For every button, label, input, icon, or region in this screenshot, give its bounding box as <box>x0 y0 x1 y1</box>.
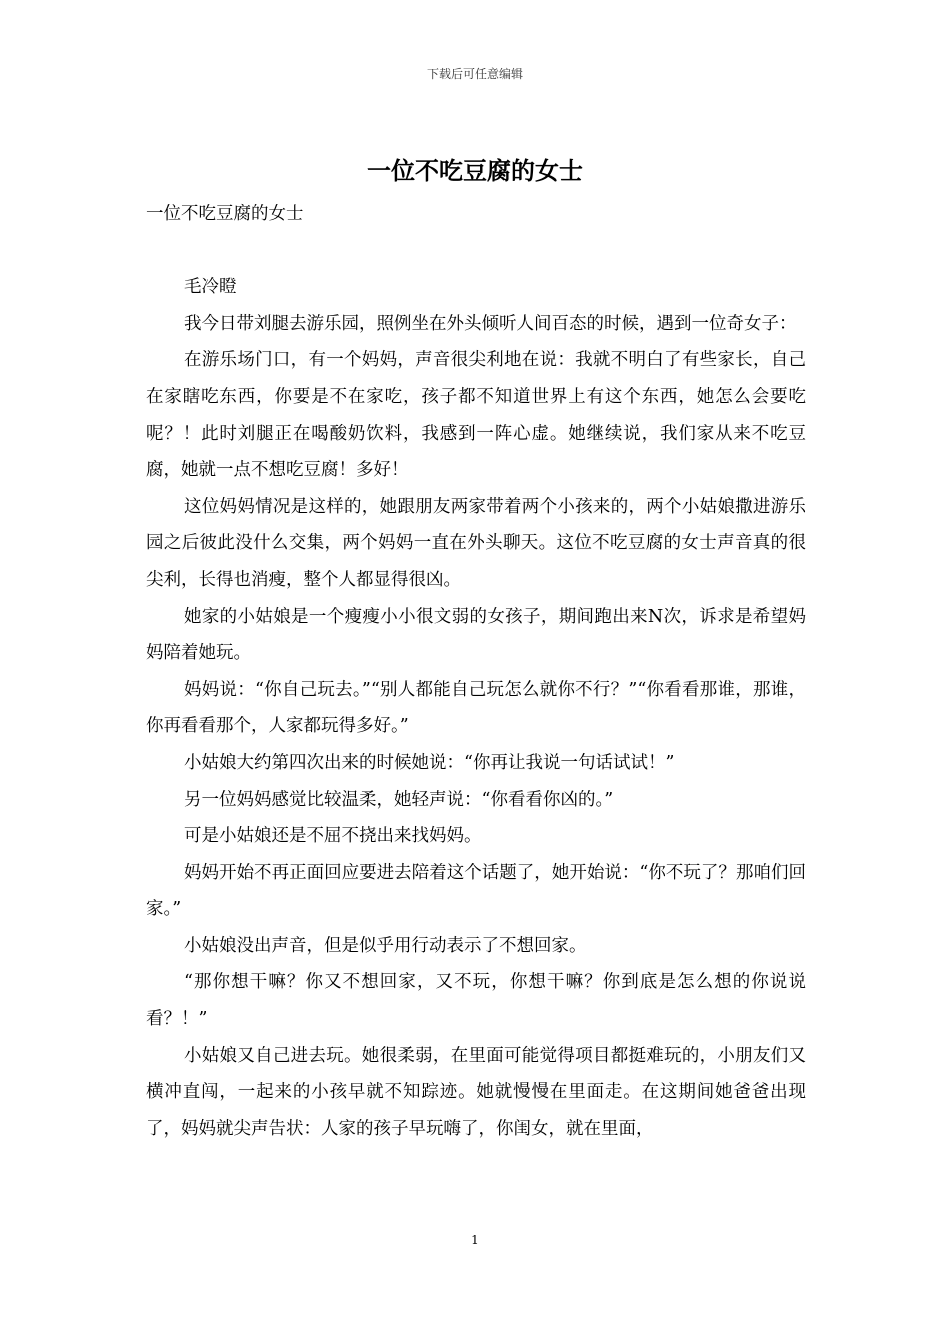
document-subtitle: 一位不吃豆腐的女士 <box>146 204 304 224</box>
paragraph: 小姑娘又自己进去玩。她很柔弱，在里面可能觉得项目都挺难玩的，小朋友们又横冲直闯，一起来的小孩早就不知踪迹。她就慢慢在里面走。在这期间她爸爸出现了，妈妈就尖声告状：人家的孩子早玩嗨了，你闺女，就在里面， <box>146 1045 806 1139</box>
paragraph: 可是小姑娘还是不屈不挠出来找妈妈。 <box>184 826 482 847</box>
page-header: 下载后可任意编辑 <box>426 67 523 81</box>
paragraph: 她家的小姑娘是一个瘦瘦小小很文弱的女孩子，期间跑出来N次，诉求是希望妈妈陪着她玩。 <box>146 606 806 664</box>
paragraph: 妈妈说：“你自己玩去。”“别人都能自己玩怎么就你不行？”“你看看那谁，那谁，你再看看那个，人家都玩得多好。” <box>146 679 806 737</box>
paragraph: 妈妈开始不再正面回应要进去陪着这个话题了，她开始说：“你不玩了？那咱们回家。” <box>146 862 806 920</box>
document-title: 一位不吃豆腐的女士 <box>367 156 583 185</box>
page-number: 1 <box>471 1233 479 1247</box>
paragraph: 我今日带刘腿去游乐园，照例坐在外头倾听人间百态的时候，遇到一位奇女子： <box>184 313 797 334</box>
paragraph: 小姑娘没出声音，但是似乎用行动表示了不想回家。 <box>184 935 587 956</box>
paragraph: 另一位妈妈感觉比较温柔，她轻声说：“你看看你凶的。” <box>184 789 614 810</box>
paragraph: “那你想干嘛？你又不想回家，又不玩，你想干嘛？你到底是怎么想的你说说看？！” <box>146 972 806 1030</box>
paragraph: 小姑娘大约第四次出来的时候她说：“你再让我说一句话试试！” <box>184 752 675 773</box>
author-line: 毛冷瞪 <box>184 277 237 298</box>
paragraph: 这位妈妈情况是这样的，她跟朋友两家带着两个小孩来的，两个小姑娘撒进游乐园之后彼此没什么交集，两个妈妈一直在外头聊天。这位不吃豆腐的女士声音真的很尖利，长得也消瘦，整个人都显得很凶。 <box>146 496 806 590</box>
document-body <box>146 196 806 1147</box>
paragraph: 在游乐场门口，有一个妈妈，声音很尖利地在说：我就不明白了有些家长，自己在家瞎吃东西，你要是不在家吃，孩子都不知道世界上有这个东西，她怎么会要吃呢？！此时刘腿正在喝酸奶饮料，我感到一阵心虚。她继续说，我们家从来不吃豆腐，她就一点不想吃豆腐！多好！ <box>146 350 806 481</box>
